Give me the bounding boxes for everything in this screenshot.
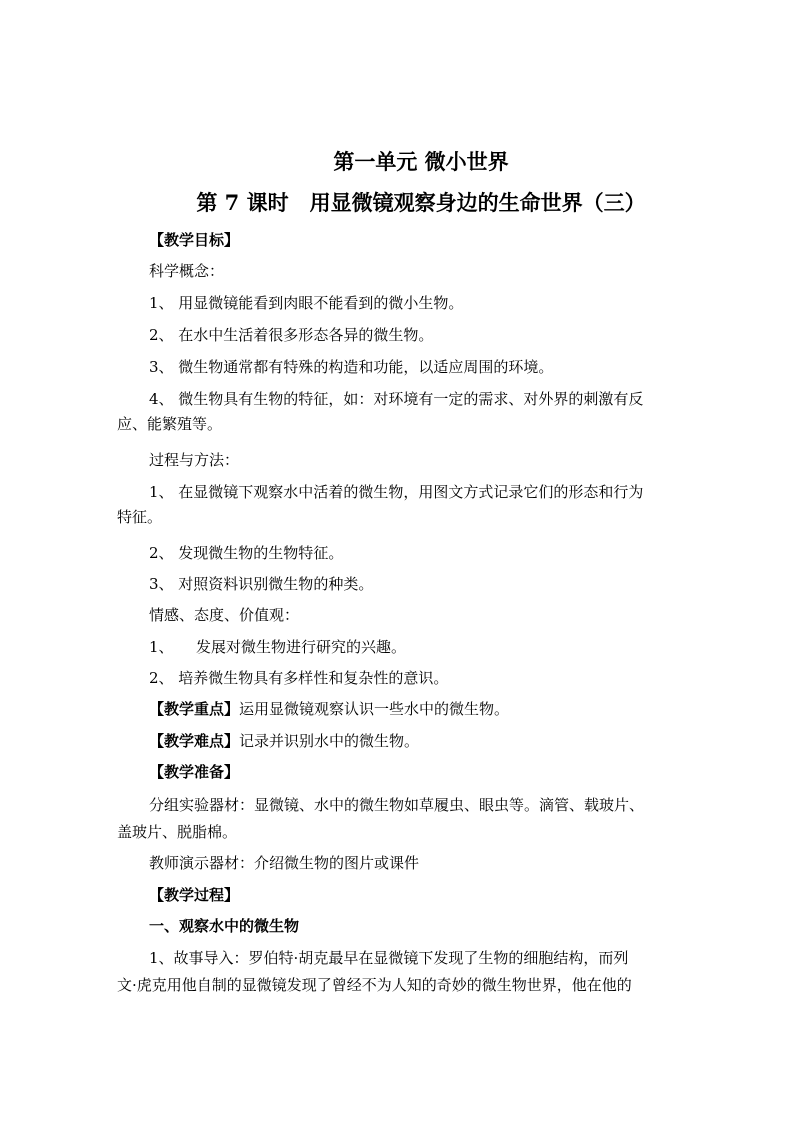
key-point-text: 运用显微镜观察认识一些水中的微生物。	[239, 700, 510, 718]
concept-item-continued: 应、能繁殖等。	[117, 415, 223, 433]
difficulty-row	[149, 731, 419, 751]
concept-item: 4、 微生物具有生物的特征，如：对环境有一定的需求、对外界的刺激有反	[149, 390, 644, 408]
prep-item: 教师演示器材：介绍微生物的图片或课件	[149, 854, 420, 872]
difficulty-heading: 【教学难点】	[149, 732, 240, 750]
concepts-label: 科学概念：	[149, 262, 225, 280]
process-heading: 【教学过程】	[149, 886, 240, 904]
story-line: 1、故事导入：罗伯特·胡克最早在显微镜下发现了生物的细胞结构，而列	[149, 949, 629, 967]
prep-item: 分组实验器材：显微镜、水中的微生物如草履虫、眼虫等。滴管、载玻片、	[149, 796, 645, 814]
difficulty-text: 记录并识别水中的微生物。	[239, 732, 420, 750]
key-point-row	[149, 699, 509, 719]
concept-item: 1、 用显微镜能看到肉眼不能看到的微小生物。	[149, 294, 464, 312]
attitude-label: 情感、态度、价值观：	[149, 606, 300, 624]
key-point-heading: 【教学重点】	[149, 700, 240, 718]
concept-item: 3、 微生物通常都有特殊的构造和功能，以适应周围的环境。	[149, 358, 554, 376]
process-item: 3、 对照资料识别微生物的种类。	[149, 575, 374, 593]
unit-title: 第一单元 微小世界	[333, 149, 509, 174]
process-item: 2、 发现微生物的生物特征。	[149, 544, 344, 562]
prep-heading: 【教学准备】	[149, 763, 240, 781]
process-label: 过程与方法：	[149, 451, 240, 469]
attitude-item: 2、 培养微生物具有多样性和复杂性的意识。	[149, 669, 449, 687]
lesson-title: 第 7 课时 用显微镜观察身边的生命世界（三）	[196, 190, 646, 215]
concept-item: 2、 在水中生活着很多形态各异的微生物。	[149, 326, 434, 344]
process-item-continued: 特征。	[117, 508, 163, 526]
goals-heading: 【教学目标】	[149, 231, 240, 249]
process-item: 1、 在显微镜下观察水中活着的微生物，用图文方式记录它们的形态和行为	[149, 483, 644, 501]
prep-item-continued: 盖玻片、脱脂棉。	[117, 823, 238, 841]
story-line-continued: 文·虎克用他自制的显微镜发现了曾经不为人知的奇妙的微生物世界，他在他的	[117, 976, 632, 994]
attitude-item: 1、 发展对微生物进行研究的兴趣。	[149, 638, 407, 656]
section-heading: 一、观察水中的微生物	[149, 917, 300, 935]
